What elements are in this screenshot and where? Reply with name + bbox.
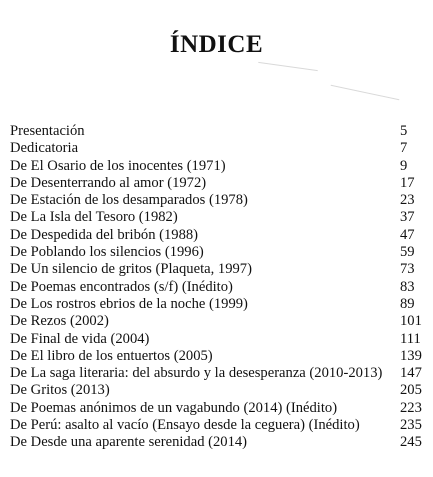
- toc-entry-title: De Desenterrando al amor (1972): [10, 174, 207, 191]
- toc-page-number: 147: [400, 365, 422, 382]
- toc-row: [10, 123, 424, 140]
- toc-row: [10, 348, 424, 365]
- scan-mark: [258, 62, 318, 71]
- toc-page-number: 37: [400, 209, 415, 226]
- toc-page-number: 139: [400, 347, 422, 364]
- toc-entry-title: Dedicatoria: [10, 140, 79, 157]
- toc-row: [10, 417, 424, 434]
- page-title: ÍNDICE: [169, 30, 264, 58]
- toc-page-number: 83: [400, 278, 415, 295]
- toc-entry-title: De El libro de los entuertos (2005): [10, 347, 213, 364]
- toc-row: [10, 382, 424, 399]
- toc-page-number: 23: [400, 192, 415, 209]
- toc-page-number: 235: [400, 417, 422, 434]
- table-of-contents: [10, 123, 424, 452]
- toc-page-number: 9: [400, 157, 408, 174]
- toc-row: [10, 400, 424, 417]
- toc-entry-title: De Gritos (2013): [10, 382, 110, 399]
- toc-page-number: 205: [400, 382, 422, 399]
- toc-row: [10, 192, 424, 209]
- toc-row: [10, 227, 424, 244]
- toc-entry-title: De Poblando los silencios (1996): [10, 244, 204, 261]
- toc-entry-title: De Perú: asalto al vacío (Ensayo desde la ceguera) (Inédito): [10, 417, 360, 434]
- toc-row: [10, 140, 424, 157]
- toc-page-number: 7: [400, 140, 408, 157]
- toc-row: [10, 261, 424, 278]
- toc-page-number: 73: [400, 261, 415, 278]
- toc-page-number: 101: [400, 313, 422, 330]
- toc-entry-title: De La Isla del Tesoro (1982): [10, 209, 178, 226]
- toc-row: [10, 244, 424, 261]
- toc-row: [10, 209, 424, 226]
- toc-entry-title: De La saga literaria: del absurdo y la desesperanza (2010-2013): [10, 365, 383, 382]
- toc-page-number: 223: [400, 399, 422, 416]
- toc-page-number: 89: [400, 295, 415, 312]
- toc-entry-title: De Un silencio de gritos (Plaqueta, 1997): [10, 261, 252, 278]
- toc-page-number: 245: [400, 434, 422, 451]
- toc-page-number: 17: [400, 174, 415, 191]
- toc-entry-title: De Despedida del bribón (1988): [10, 226, 199, 243]
- toc-row: [10, 434, 424, 451]
- toc-row: [10, 158, 424, 175]
- toc-entry-title: Presentación: [10, 123, 85, 139]
- toc-row: [10, 365, 424, 382]
- toc-entry-title: De Rezos (2002): [10, 313, 109, 330]
- scan-mark: [331, 85, 400, 101]
- toc-entry-title: De Desde una aparente serenidad (2014): [10, 434, 248, 451]
- toc-row: [10, 279, 424, 296]
- toc-page-number: 59: [400, 244, 415, 261]
- toc-entry-title: De El Osario de los inocentes (1971): [10, 157, 226, 174]
- toc-entry-title: De Poemas encontrados (s/f) (Inédito): [10, 278, 233, 295]
- toc-entry-title: De Final de vida (2004): [10, 330, 150, 347]
- toc-page-number: 111: [400, 330, 421, 347]
- toc-row: [10, 175, 424, 192]
- toc-page-number: 47: [400, 226, 415, 243]
- toc-row: [10, 313, 424, 330]
- toc-row: [10, 331, 424, 348]
- toc-entry-title: De Los rostros ebrios de la noche (1999): [10, 295, 248, 312]
- toc-entry-title: De Poemas anónimos de un vagabundo (2014) (Inédito): [10, 399, 338, 416]
- toc-entry-title: De Estación de los desamparados (1978): [10, 192, 248, 209]
- toc-row: [10, 296, 424, 313]
- toc-page-number: 5: [400, 123, 408, 139]
